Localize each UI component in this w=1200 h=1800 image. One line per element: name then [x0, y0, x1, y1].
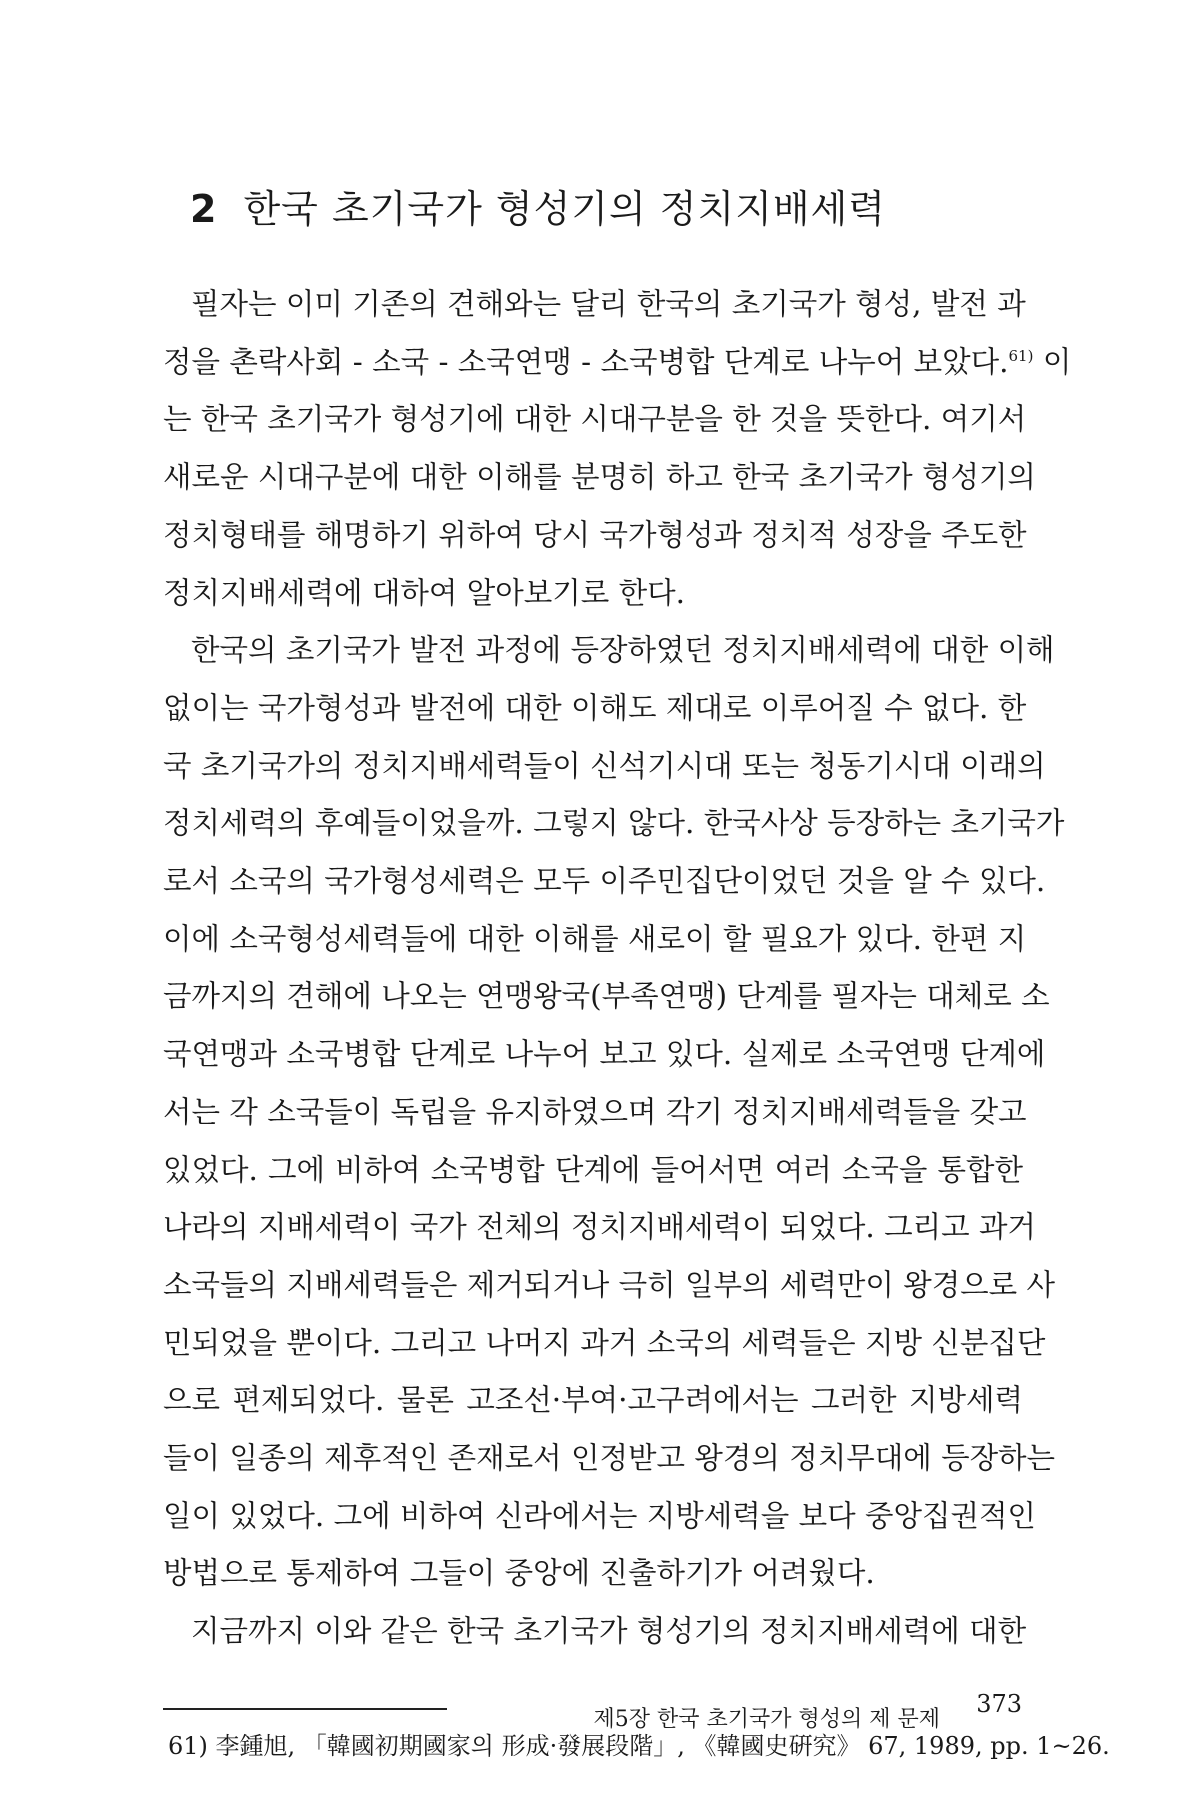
text-line: 로서 소국의 국가형성세력은 모두 이주민집단이었던 것을 알 수 있다.	[163, 864, 1046, 899]
text-line: 들이 일종의 제후적인 존재로서 인정받고 왕경의 정치무대에 등장하는	[163, 1441, 1056, 1476]
text-line: 새로운 시대구분에 대한 이해를 분명히 하고 한국 초기국가 형성기의	[163, 460, 1036, 495]
section-title: 한국 초기국가 형성기의 정치지배세력	[243, 187, 887, 231]
text-line: 소국들의 지배세력들은 제거되거나 극히 일부의 세력만이 왕경으로 사	[163, 1267, 1056, 1302]
text-line: 민되었을 뿐이다. 그리고 나머지 과거 소국의 세력들은 지방 신분집단	[163, 1325, 1046, 1360]
footnote-divider	[163, 1708, 447, 1710]
text-line: 한국의 초기국가 발전 과정에 등장하였던 정치지배세력에 대한 이해	[191, 633, 1055, 668]
text-line: 정치지배세력에 대하여 알아보기로 한다.	[163, 575, 685, 610]
text-line-body: 정을 촌락사회 - 소국 - 소국연맹 - 소국병합 단계로 나누어 보았다.	[163, 344, 1009, 379]
text-line: 국연맹과 소국병합 단계로 나누어 보고 있다. 실제로 소국연맹 단계에	[163, 1037, 1046, 1072]
text-line: 지금까지 이와 같은 한국 초기국가 형성기의 정치지배세력에 대한	[191, 1614, 1027, 1649]
body-text	[163, 276, 1072, 1661]
text-line: 는 한국 초기국가 형성기에 대한 시대구분을 한 것을 뜻한다. 여기서	[163, 402, 1027, 437]
paragraph	[163, 1603, 1027, 1661]
text-line: 금까지의 견해에 나오는 연맹왕국(부족연맹) 단계를 필자는 대체로 소	[163, 979, 1050, 1014]
section-heading	[190, 178, 886, 233]
footnote: 61) 李鍾旭, 「韓國初期國家의 形成·發展段階」, 《韓國史硏究》 67, 1989, pp. 1~26.	[168, 1732, 1110, 1760]
running-title: 제5장 한국 초기국가 형성의 제 문제	[593, 1707, 940, 1732]
paragraph	[163, 276, 1072, 622]
text-line: 으로 편제되었다. 물론 고조선·부여·고구려에서는 그러한 지방세력	[163, 1383, 1023, 1418]
text-line: 국 초기국가의 정치지배세력들이 신석기시대 또는 청동기시대 이래의	[163, 748, 1046, 783]
text-line: 방법으로 통제하여 그들이 중앙에 진출하기가 어려웠다.	[163, 1556, 875, 1591]
text-line: 있었다. 그에 비하여 소국병합 단계에 들어서면 여러 소국을 통합한	[163, 1152, 1023, 1187]
text-line: 일이 있었다. 그에 비하여 신라에서는 지방세력을 보다 중앙집권적인	[163, 1498, 1036, 1533]
text-line: 필자는 이미 기존의 견해와는 달리 한국의 초기국가 형성, 발전 과	[191, 287, 1026, 321]
section-number: 2	[190, 187, 218, 231]
footnote-reference[interactable]: 61)	[1008, 346, 1034, 365]
text-line: 서는 각 소국들이 독립을 유지하였으며 각기 정치지배세력들을 갖고	[163, 1094, 1027, 1129]
page-number: 373	[976, 1690, 1022, 1718]
text-line-tail: 이	[1033, 344, 1072, 379]
text-line	[163, 334, 1072, 392]
text-line: 이에 소국형성세력들에 대한 이해를 새로이 할 필요가 있다. 한편 지	[163, 921, 1027, 956]
text-line: 정치세력의 후예들이었을까. 그렇지 않다. 한국사상 등장하는 초기국가	[163, 806, 1065, 841]
paragraph	[163, 622, 1065, 1603]
running-footer	[594, 1702, 941, 1733]
text-line: 정치형태를 해명하기 위하여 당시 국가형성과 정치적 성장을 주도한	[163, 517, 1027, 552]
text-line: 없이는 국가형성과 발전에 대한 이해도 제대로 이루어질 수 없다. 한	[163, 690, 1027, 725]
text-line: 나라의 지배세력이 국가 전체의 정치지배세력이 되었다. 그리고 과거	[163, 1210, 1036, 1245]
